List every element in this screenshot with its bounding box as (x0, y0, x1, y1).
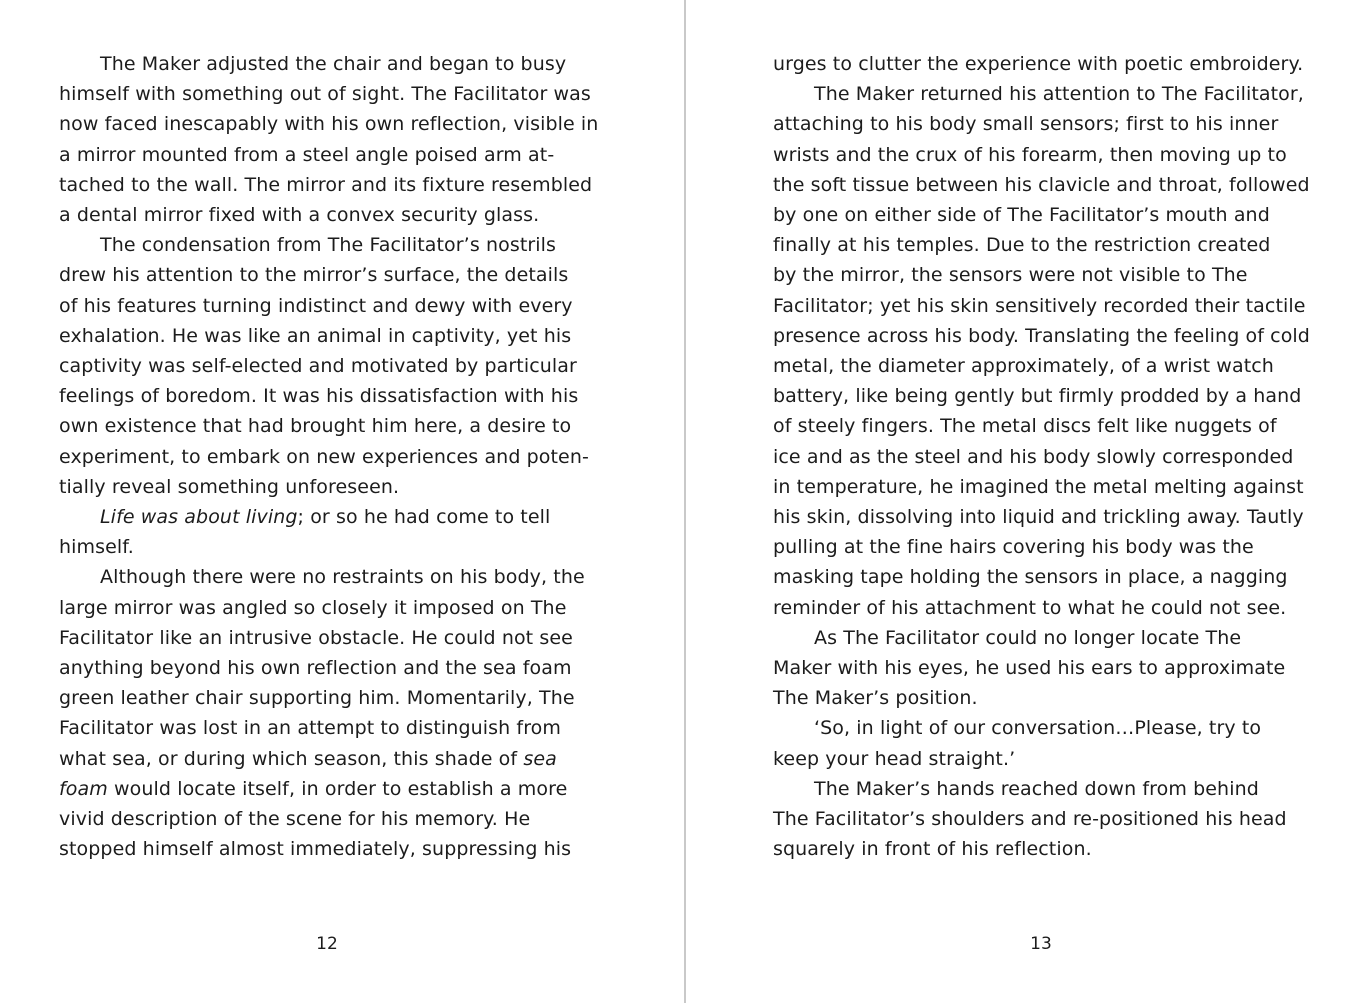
text-line (59, 744, 557, 774)
text-line (773, 804, 1287, 834)
text-line (100, 49, 566, 79)
line-text: a dental mirror fixed with a convex security glass. (59, 204, 540, 226)
line-text: experiment, to embark on new experiences and poten- (59, 445, 589, 468)
line-text: The condensation from The Facilitator’s nostrils (100, 234, 557, 257)
right-page (687, 0, 1370, 1003)
text-line (59, 774, 567, 804)
text-line (100, 562, 585, 592)
text-line (59, 623, 573, 653)
line-text: reminder of his attachment to what he could not see. (773, 596, 1287, 619)
line-text: anything beyond his own reflection and the sea foam (59, 657, 572, 679)
text-line (59, 200, 539, 230)
line-text: battery, like being gently but firmly prodded by a hand (773, 385, 1302, 408)
line-text: The Maker adjusted the chair and began to busy (100, 53, 567, 75)
text-line (59, 170, 592, 200)
line-text: feelings of boredom. It was his dissatisfaction with his (59, 385, 579, 408)
text-line (59, 79, 591, 109)
text-line (773, 683, 978, 713)
line-text: of steely fingers. The metal discs felt like nuggets of (773, 415, 1277, 438)
line-text: would locate itself, in order to establish a more (107, 777, 568, 800)
line-text: in temperature, he imagined the metal melting against (773, 475, 1304, 498)
line-text: presence across his body. Translating the feeling of cold (773, 324, 1310, 347)
line-text: As The Facilitator could no longer locate The (814, 626, 1242, 649)
text-line (773, 230, 1270, 260)
text-line (773, 291, 1306, 321)
italic-phrase: foam (59, 777, 108, 800)
italic-phrase: Life was about living (100, 506, 298, 528)
text-line (773, 109, 1278, 139)
line-text: The Maker’s hands reached down from behind (814, 777, 1259, 800)
line-text: urges to clutter the experience with poetic embroidery. (773, 53, 1304, 75)
text-line (773, 653, 1285, 683)
text-line (59, 532, 134, 562)
line-text: vivid description of the scene for his memory. He (59, 808, 531, 830)
text-line (59, 683, 575, 713)
text-line (59, 713, 561, 743)
text-line (59, 804, 530, 834)
line-text: The Facilitator’s shoulders and re-positioned his head (773, 808, 1287, 830)
text-line (59, 291, 573, 321)
text-line (814, 774, 1259, 804)
line-text: Facilitator like an intrusive obstacle. He could not see (59, 626, 573, 649)
text-line (59, 351, 577, 381)
line-text: a mirror mounted from a steel angle poised arm at- (59, 143, 555, 166)
page-number: 12 (316, 934, 338, 954)
line-text: his skin, dissolving into liquid and trickling away. Tautly (773, 506, 1304, 528)
italic-phrase: sea (523, 747, 557, 770)
text-line (773, 472, 1304, 502)
line-text: squarely in front of his reflection. (773, 838, 1092, 861)
text-line (773, 834, 1092, 864)
line-text: tially reveal something unforeseen. (59, 475, 400, 498)
line-text: pulling at the fine hairs covering his body was the (773, 536, 1254, 559)
text-line (814, 623, 1241, 653)
line-text: metal, the diameter approximately, of a wrist watch (773, 355, 1274, 377)
text-line (773, 140, 1287, 170)
text-line (59, 321, 571, 351)
text-line (773, 200, 1270, 230)
page-number: 13 (1030, 934, 1052, 954)
line-text: what sea, or during which season, this shade of (59, 747, 524, 770)
line-text: finally at his temples. Due to the restriction created (773, 234, 1271, 257)
line-text: the soft tissue between his clavicle and throat, followed (773, 173, 1310, 196)
line-text: exhalation. He was like an animal in captivity, yet his (59, 324, 572, 347)
text-line (59, 140, 554, 170)
line-text: Maker with his eyes, he used his ears to approximate (773, 657, 1286, 679)
text-line (773, 744, 1015, 774)
line-text: Facilitator; yet his skin sensitively recorded their tactile (773, 294, 1306, 317)
text-line (59, 411, 571, 441)
line-text: green leather chair supporting him. Momentarily, The (59, 687, 575, 710)
line-text: himself with something out of sight. The Facilitator was (59, 83, 591, 106)
text-line (773, 411, 1277, 441)
text-line (773, 562, 1288, 592)
line-text: himself. (59, 536, 134, 559)
text-line (773, 351, 1274, 381)
line-text: ; or so he had come to tell (297, 506, 551, 528)
line-text: by the mirror, the sensors were not visible to The (773, 264, 1248, 287)
text-line (814, 79, 1304, 109)
text-line (59, 472, 399, 502)
line-text: The Maker’s position. (773, 687, 978, 710)
line-text: ice and as the steel and his body slowly corresponded (773, 445, 1294, 468)
line-text: of his features turning indistinct and dewy with every (59, 294, 573, 317)
text-line (59, 593, 567, 623)
text-line (814, 713, 1261, 743)
text-line (100, 502, 550, 532)
line-text: stopped himself almost immediately, suppressing his (59, 838, 572, 861)
text-line (773, 593, 1286, 623)
text-line (59, 381, 578, 411)
text-line (773, 321, 1310, 351)
text-line (59, 442, 589, 472)
text-line (773, 49, 1303, 79)
line-text: tached to the wall. The mirror and its fixture resembled (59, 173, 593, 196)
line-text: keep your head straight.’ (773, 747, 1016, 770)
text-line (59, 834, 571, 864)
line-text: Although there were no restraints on his body, the (100, 566, 585, 589)
line-text: large mirror was angled so closely it imposed on The (59, 596, 567, 619)
text-line (100, 230, 556, 260)
line-text: ‘So, in light of our conversation…Please, try to (814, 717, 1262, 740)
text-line (773, 502, 1304, 532)
line-text: now faced inescapably with his own reflection, visible in (59, 113, 599, 136)
line-text: own existence that had brought him here, a desire to (59, 415, 572, 438)
text-line (773, 170, 1310, 200)
line-text: by one on either side of The Facilitator’s mouth and (773, 204, 1270, 226)
text-line (773, 381, 1301, 411)
line-text: The Maker returned his attention to The Facilitator, (814, 83, 1304, 106)
text-line (59, 109, 598, 139)
text-line (773, 260, 1248, 290)
text-line (773, 532, 1254, 562)
text-line (59, 653, 572, 683)
line-text: Facilitator was lost in an attempt to distinguish from (59, 717, 562, 740)
text-line (59, 260, 568, 290)
text-line (773, 442, 1293, 472)
line-text: drew his attention to the mirror’s surface, the details (59, 264, 569, 287)
line-text: attaching to his body small sensors; first to his inner (773, 113, 1279, 136)
line-text: captivity was self-elected and motivated by particular (59, 355, 577, 377)
page-gutter-divider (684, 0, 686, 1003)
line-text: wrists and the crux of his forearm, then moving up to (773, 143, 1287, 166)
line-text: masking tape holding the sensors in place, a nagging (773, 566, 1288, 589)
